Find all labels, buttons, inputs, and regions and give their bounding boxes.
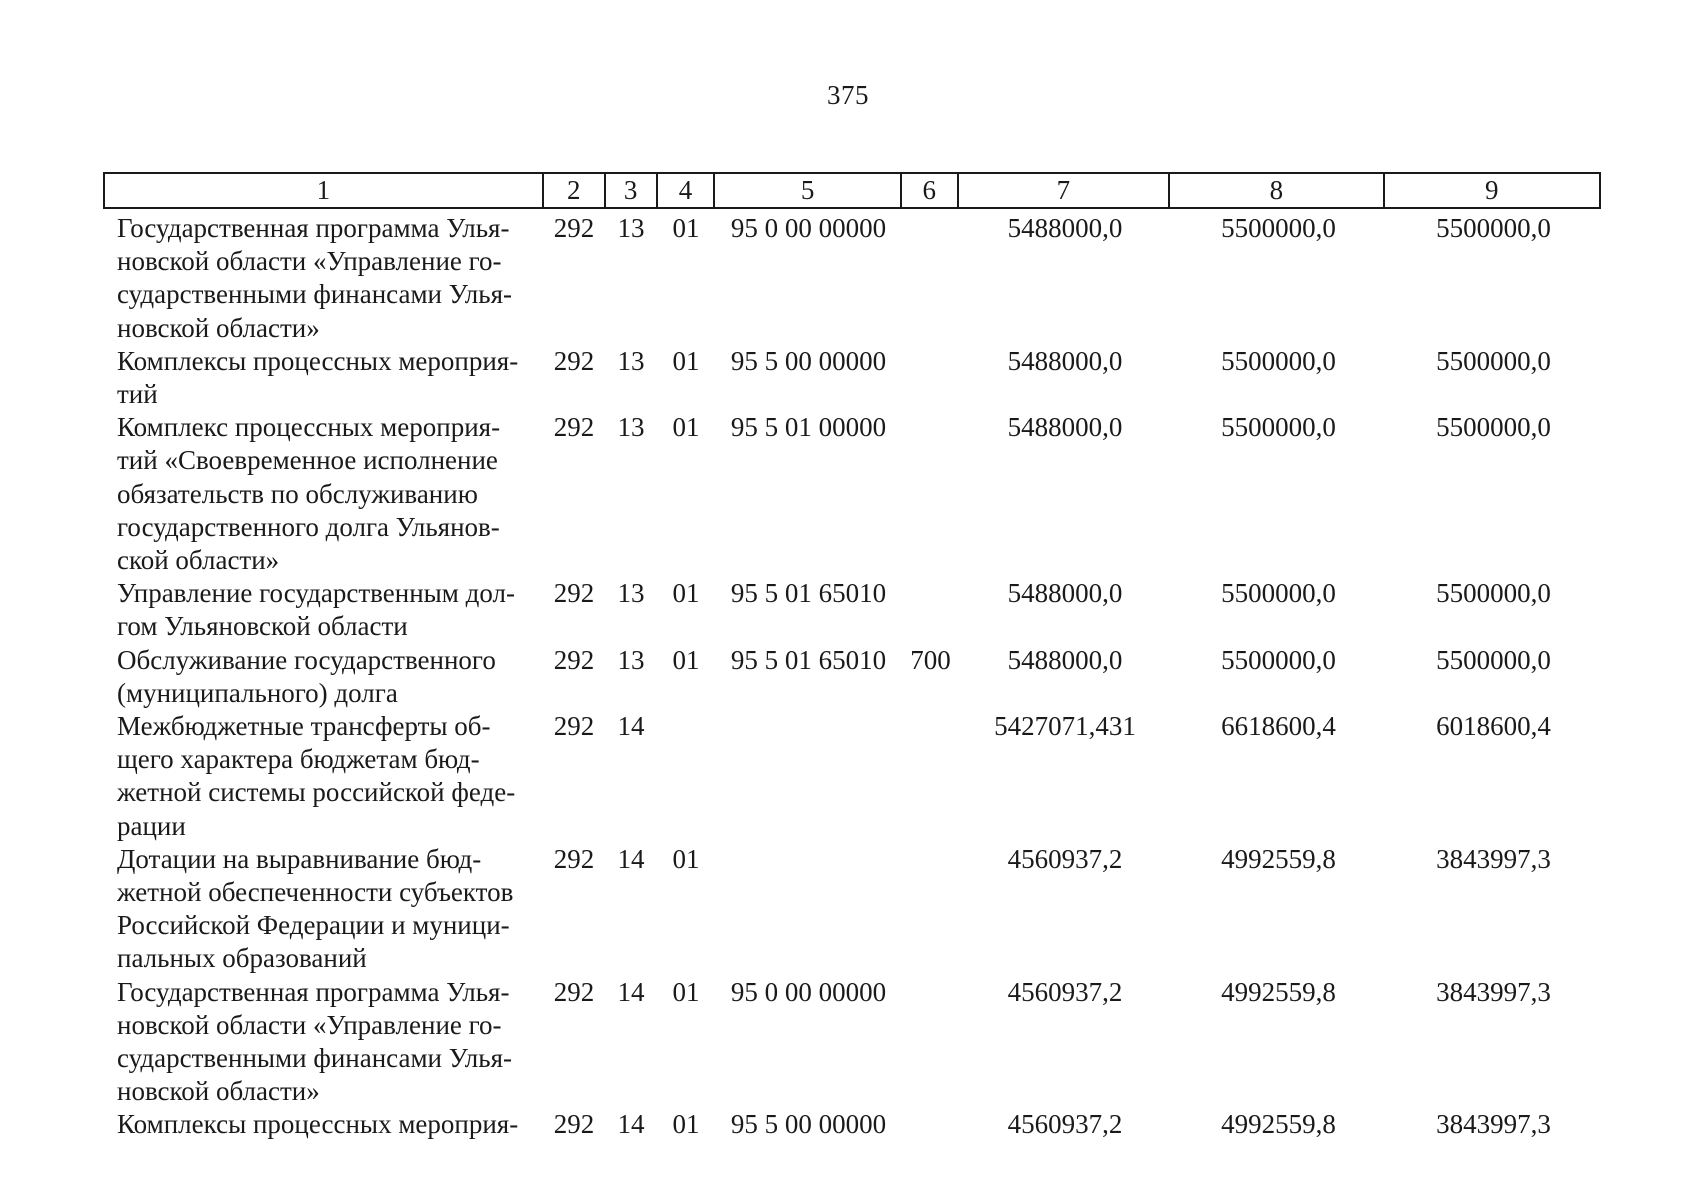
table-row: [103, 212, 1601, 345]
cell-col-9: 5500000,0: [1436, 644, 1551, 675]
cell-col-8: 5500000,0: [1221, 213, 1336, 243]
cell-col-7: 4560937,2: [1007, 843, 1123, 874]
cell-col-7: 5488000,0: [1007, 213, 1123, 243]
cell-col-2: 292: [553, 1109, 595, 1140]
page-number: 375: [827, 80, 869, 110]
table-row: [103, 710, 1601, 843]
cell-col-4: 01: [672, 843, 700, 874]
header-col-3: 3: [606, 174, 658, 207]
row-name: Комплексы процессных мероприя- тий: [117, 345, 519, 410]
row-name: Межбюджетные трансферты об- щего характера бюджетам бюд- жетной системы российской феде- рации: [117, 711, 516, 841]
cell-col-3: 13: [617, 644, 645, 675]
cell-col-2: 292: [553, 843, 595, 874]
cell-col-8: 4992559,8: [1221, 976, 1336, 1007]
row-name: Дотации на выравнивание бюд- жетной обеспеченности субъектов Российской Федерации и муници- пальных образований: [117, 843, 514, 974]
row-name: Обслуживание государственного (муниципального) долга: [117, 644, 496, 708]
cell-col-4: 01: [672, 578, 700, 609]
cell-col-5: 95 0 00 00000: [730, 976, 887, 1007]
cell-col-5: 95 0 00 00000: [730, 213, 887, 243]
cell-col-7: 5488000,0: [1007, 644, 1123, 675]
cell-col-4: 01: [672, 412, 700, 443]
cell-col-7: 4560937,2: [1007, 976, 1123, 1007]
cell-col-8: 5500000,0: [1221, 345, 1336, 376]
cell-col-9: 3843997,3: [1436, 976, 1551, 1007]
cell-col-8: 5500000,0: [1221, 578, 1336, 609]
cell-col-5: 95 5 01 00000: [730, 412, 887, 443]
cell-col-9: 5500000,0: [1436, 412, 1551, 443]
row-name: Управление государственным дол- гом Ульяновской области: [117, 578, 515, 642]
cell-col-5: 95 5 00 00000: [730, 1109, 887, 1140]
cell-col-8: 4992559,8: [1221, 1109, 1336, 1140]
cell-col-8: 4992559,8: [1221, 843, 1336, 874]
cell-col-9: 5500000,0: [1436, 345, 1551, 376]
cell-col-3: 14: [617, 976, 645, 1007]
cell-col-9: 5500000,0: [1436, 578, 1551, 609]
header-col-2: 2: [544, 174, 606, 207]
cell-col-3: 14: [617, 711, 645, 742]
cell-col-4: 01: [672, 976, 700, 1007]
cell-col-7: 5488000,0: [1007, 578, 1123, 609]
cell-col-8: 5500000,0: [1221, 412, 1336, 443]
header-col-5: 5: [715, 174, 902, 207]
table-row: [103, 644, 1601, 710]
header-col-8: 8: [1170, 174, 1384, 207]
header-col-9: 9: [1485, 175, 1499, 205]
row-name: Государственная программа Улья- новской области «Управление го- сударственными финансами Улья- новской области»: [117, 976, 513, 1107]
cell-col-9: 6018600,4: [1436, 711, 1551, 742]
table-row: [103, 976, 1601, 1109]
cell-col-2: 292: [553, 412, 595, 443]
cell-col-2: 292: [553, 578, 595, 609]
cell-col-2: 292: [553, 213, 595, 243]
cell-col-3: 13: [617, 213, 645, 243]
table-row: [103, 411, 1601, 577]
cell-col-3: 13: [617, 345, 645, 376]
row-name: Комплекс процессных мероприя- тий «Своевременное исполнение обязательств по обслуживанию государственного долга Ульянов- ской области»: [117, 412, 501, 576]
table-row: [103, 577, 1601, 643]
header-col-6: 6: [902, 174, 959, 207]
cell-col-7: 5488000,0: [1007, 345, 1123, 376]
cell-col-2: 292: [553, 644, 595, 675]
table-body: [103, 212, 1601, 1142]
table-row: [103, 1108, 1601, 1141]
cell-col-6: 700: [910, 644, 951, 675]
cell-col-3: 13: [617, 578, 645, 609]
cell-col-4: 01: [672, 345, 700, 376]
cell-col-2: 292: [553, 345, 595, 376]
cell-col-4: 01: [672, 1109, 700, 1140]
table-row: [103, 345, 1601, 411]
header-col-4: 4: [658, 174, 716, 207]
cell-col-7: 4560937,2: [1007, 1109, 1123, 1140]
cell-col-9: 3843997,3: [1436, 843, 1551, 874]
cell-col-9: 5500000,0: [1436, 213, 1551, 243]
row-name: Государственная программа Улья- новской области «Управление го- сударственными финансами Улья- новской области»: [117, 213, 513, 343]
header-col-1: 1: [105, 174, 544, 207]
cell-col-3: 14: [617, 1109, 645, 1140]
cell-col-8: 5500000,0: [1221, 644, 1336, 675]
cell-col-4: 01: [672, 213, 700, 243]
cell-col-3: 14: [617, 843, 645, 874]
cell-col-3: 13: [617, 412, 645, 443]
cell-col-5: 95 5 00 00000: [730, 345, 887, 376]
cell-col-5: 95 5 01 65010: [730, 644, 887, 675]
cell-col-9: 3843997,3: [1436, 1109, 1551, 1140]
cell-col-7: 5427071,431: [994, 711, 1136, 742]
cell-col-2: 292: [553, 976, 595, 1007]
cell-col-2: 292: [553, 711, 595, 742]
row-name: Комплексы процессных мероприя-: [117, 1109, 519, 1140]
header-col-7: 7: [959, 174, 1170, 207]
table-header: [103, 172, 1601, 209]
cell-col-8: 6618600,4: [1221, 711, 1336, 742]
table-row: [103, 843, 1601, 976]
cell-col-4: 01: [672, 644, 700, 675]
cell-col-7: 5488000,0: [1007, 412, 1123, 443]
cell-col-5: 95 5 01 65010: [730, 578, 887, 609]
